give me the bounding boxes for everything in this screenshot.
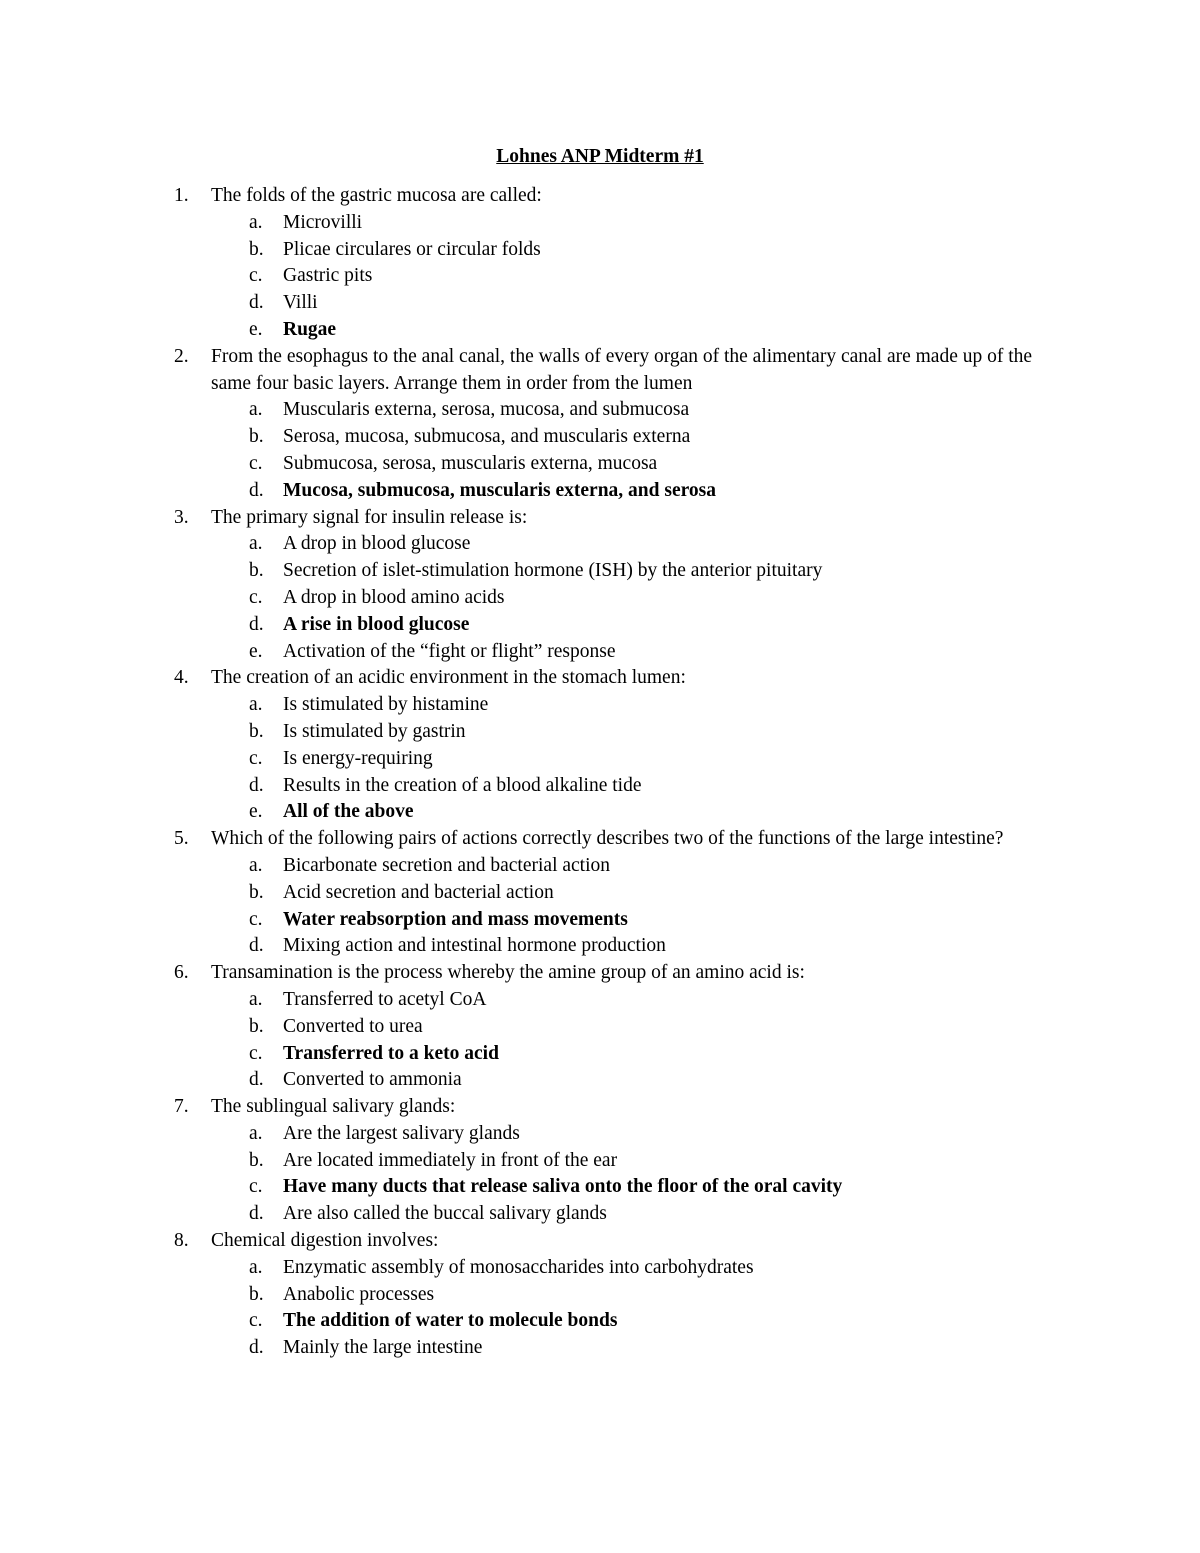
option-letter: b. <box>249 560 264 582</box>
option-text: Water reabsorption and mass movements <box>283 908 628 930</box>
option-letter: b. <box>249 1149 264 1171</box>
question-text: Which of the following pairs of actions correctly describes two of the functions of the large intestine? <box>211 828 1004 850</box>
answer-option <box>211 933 1050 960</box>
option-text: A drop in blood glucose <box>283 533 471 555</box>
answer-option <box>211 1201 1050 1228</box>
option-letter: e. <box>249 640 263 662</box>
answer-option <box>211 692 1050 719</box>
question-number: 8. <box>174 1230 189 1252</box>
option-text: Anabolic processes <box>283 1283 435 1305</box>
question-item <box>0 1094 1200 1228</box>
answer-option <box>211 237 1050 264</box>
option-text: A rise in blood glucose <box>283 613 470 635</box>
answer-option <box>211 1148 1050 1175</box>
question-number: 5. <box>174 828 189 850</box>
question-item <box>0 826 1200 960</box>
question-item <box>0 344 1200 505</box>
option-text: Microvilli <box>283 211 363 233</box>
question-item <box>0 183 1200 344</box>
answer-option-correct <box>211 612 1050 639</box>
answer-option <box>211 880 1050 907</box>
option-text: Have many ducts that release saliva onto the floor of the oral cavity <box>283 1176 843 1198</box>
option-text: Transferred to a keto acid <box>283 1042 499 1064</box>
option-text: Bicarbonate secretion and bacterial action <box>283 854 611 876</box>
question-item <box>0 960 1200 1094</box>
document-title: Lohnes ANP Midterm #1 <box>496 146 704 167</box>
option-letter: d. <box>249 935 264 957</box>
option-text: Is energy-requiring <box>283 747 433 769</box>
question-text: The sublingual salivary glands: <box>211 1096 456 1118</box>
option-letter: d. <box>249 1203 264 1225</box>
question-text: The creation of an acidic environment in the stomach lumen: <box>211 667 686 689</box>
answer-option <box>211 451 1050 478</box>
answer-option-correct <box>211 1174 1050 1201</box>
option-text: Gastric pits <box>283 265 373 287</box>
option-letter: a. <box>249 694 263 716</box>
option-text: Mixing action and intestinal hormone production <box>283 935 666 957</box>
option-text: Rugae <box>283 318 337 340</box>
option-text: Villi <box>283 292 318 314</box>
question-number: 6. <box>174 962 189 984</box>
option-letter: a. <box>249 1256 263 1278</box>
answer-option <box>211 1014 1050 1041</box>
option-letter: c. <box>249 586 263 608</box>
answer-option <box>211 853 1050 880</box>
answer-option <box>211 639 1050 666</box>
option-letter: b. <box>249 238 264 260</box>
option-letter: b. <box>249 720 264 742</box>
answer-option <box>211 558 1050 585</box>
answer-option <box>211 1335 1050 1362</box>
answer-options <box>211 210 1050 344</box>
answer-option <box>211 719 1050 746</box>
answer-option <box>211 263 1050 290</box>
option-text: Are located immediately in front of the ear <box>283 1149 618 1171</box>
answer-option-correct <box>211 799 1050 826</box>
option-text: Muscularis externa, serosa, mucosa, and submucosa <box>283 399 690 421</box>
answer-options <box>211 397 1050 504</box>
answer-options <box>211 987 1050 1094</box>
answer-option <box>211 531 1050 558</box>
answer-option-correct <box>211 478 1050 505</box>
answer-option <box>211 1255 1050 1282</box>
question-item <box>0 505 1200 666</box>
question-number: 2. <box>174 345 189 367</box>
option-letter: d. <box>249 1337 264 1359</box>
question-number: 4. <box>174 667 189 689</box>
answer-option-correct <box>211 1308 1050 1335</box>
option-letter: b. <box>249 1283 264 1305</box>
option-letter: d. <box>249 479 264 501</box>
option-letter: d. <box>249 292 264 314</box>
answer-option <box>211 773 1050 800</box>
question-item <box>0 1228 1200 1362</box>
option-text: Mainly the large intestine <box>283 1337 483 1359</box>
option-letter: d. <box>249 1069 264 1091</box>
option-letter: c. <box>249 1310 263 1332</box>
answer-option-correct <box>211 317 1050 344</box>
option-letter: d. <box>249 613 264 635</box>
option-text: Is stimulated by histamine <box>283 694 489 716</box>
question-number: 7. <box>174 1096 189 1118</box>
answer-option <box>211 987 1050 1014</box>
answer-option <box>211 585 1050 612</box>
answer-options <box>211 531 1050 665</box>
option-text: Converted to ammonia <box>283 1069 462 1091</box>
answer-options <box>211 1255 1050 1362</box>
answer-options <box>211 853 1050 960</box>
answer-option <box>211 1121 1050 1148</box>
option-text: The addition of water to molecule bonds <box>283 1310 618 1332</box>
question-text: Transamination is the process whereby the amine group of an amino acid is: <box>211 962 805 984</box>
option-letter: b. <box>249 1015 264 1037</box>
answer-option <box>211 1282 1050 1309</box>
answer-option <box>211 210 1050 237</box>
option-text: Plicae circulares or circular folds <box>283 238 541 260</box>
option-letter: a. <box>249 854 263 876</box>
option-letter: c. <box>249 452 263 474</box>
option-letter: c. <box>249 1176 263 1198</box>
answer-option-correct <box>211 1041 1050 1068</box>
answer-option <box>211 424 1050 451</box>
option-text: Serosa, mucosa, submucosa, and muscularis externa <box>283 426 691 448</box>
option-letter: c. <box>249 747 263 769</box>
option-letter: a. <box>249 1122 263 1144</box>
option-letter: c. <box>249 1042 263 1064</box>
question-text: From the esophagus to the anal canal, the walls of every organ of the alimentary canal are made up of the same four basic layers. Arrange them in order from the lumen <box>211 345 1033 394</box>
option-letter: d. <box>249 774 264 796</box>
answer-option <box>211 397 1050 424</box>
option-text: Activation of the “fight or flight” response <box>283 640 616 662</box>
question-text: The primary signal for insulin release is: <box>211 506 528 528</box>
option-text: Mucosa, submucosa, muscularis externa, and serosa <box>283 479 716 501</box>
question-list <box>0 183 1200 1362</box>
option-text: A drop in blood amino acids <box>283 586 505 608</box>
answer-option-correct <box>211 907 1050 934</box>
option-text: Results in the creation of a blood alkaline tide <box>283 774 642 796</box>
option-text: Acid secretion and bacterial action <box>283 881 554 903</box>
answer-option <box>211 290 1050 317</box>
option-text: Submucosa, serosa, muscularis externa, mucosa <box>283 452 658 474</box>
answer-option <box>211 746 1050 773</box>
option-text: Is stimulated by gastrin <box>283 720 466 742</box>
option-letter: b. <box>249 881 264 903</box>
option-letter: a. <box>249 399 263 421</box>
option-letter: c. <box>249 908 263 930</box>
answer-options <box>211 692 1050 826</box>
question-number: 1. <box>174 185 189 206</box>
option-letter: e. <box>249 801 263 823</box>
option-text: Converted to urea <box>283 1015 423 1037</box>
option-text: Enzymatic assembly of monosaccharides into carbohydrates <box>283 1256 754 1278</box>
question-text: Chemical digestion involves: <box>211 1230 439 1252</box>
question-text: The folds of the gastric mucosa are called: <box>211 185 542 206</box>
answer-option <box>211 1067 1050 1094</box>
option-letter: b. <box>249 426 264 448</box>
answer-options <box>211 1121 1050 1228</box>
option-text: Transferred to acetyl CoA <box>283 988 487 1010</box>
option-text: Are the largest salivary glands <box>283 1122 520 1144</box>
option-text: Are also called the buccal salivary glands <box>283 1203 607 1225</box>
option-letter: c. <box>249 265 263 287</box>
option-letter: e. <box>249 318 263 340</box>
option-letter: a. <box>249 211 263 233</box>
option-text: Secretion of islet-stimulation hormone (ISH) by the anterior pituitary <box>283 560 823 582</box>
option-letter: a. <box>249 988 263 1010</box>
option-letter: a. <box>249 533 263 555</box>
option-text: All of the above <box>283 801 414 823</box>
question-item <box>0 665 1200 826</box>
question-number: 3. <box>174 506 189 528</box>
